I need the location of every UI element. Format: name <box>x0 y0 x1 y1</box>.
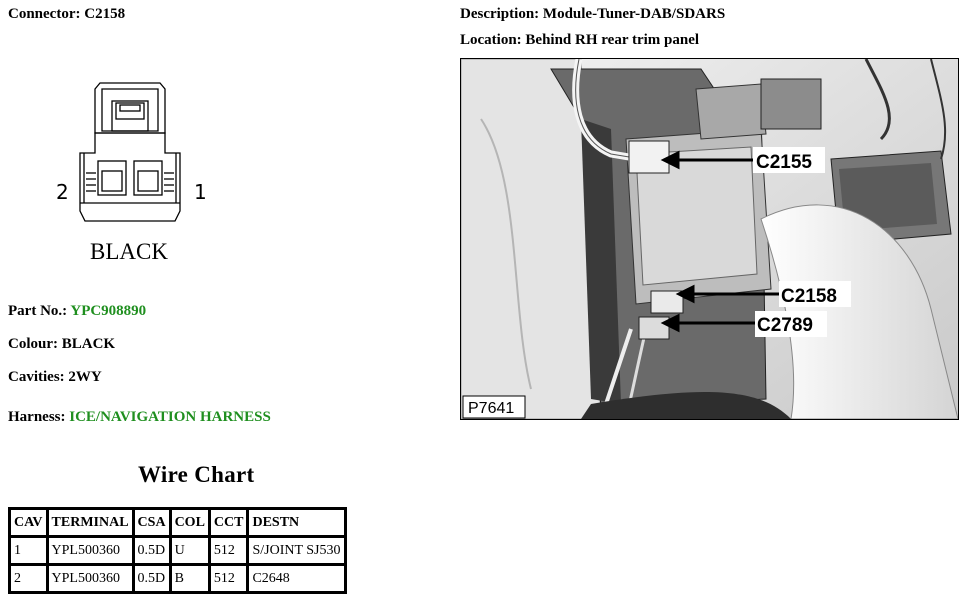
description <box>460 6 725 23</box>
location-photo-drawing <box>461 59 958 419</box>
location <box>460 32 699 49</box>
connector-diagram <box>40 75 240 275</box>
cell-destn: C2648 <box>248 565 345 593</box>
location-label: Location: <box>460 32 522 48</box>
cavities-label: Cavities: <box>8 369 65 385</box>
header-col: COL <box>170 509 209 537</box>
colour-value: BLACK <box>61 336 116 352</box>
harness-label: Harness: <box>8 409 66 425</box>
cell-cct: 512 <box>209 537 248 565</box>
part-number-label: Part No.: <box>8 303 68 319</box>
wire-chart-header-row <box>10 509 346 537</box>
callout-c2155: C2155 <box>756 152 812 173</box>
description-value: Module-Tuner-DAB/SDARS <box>542 6 726 22</box>
header-terminal: TERMINAL <box>47 509 133 537</box>
cell-csa: 0.5D <box>133 537 170 565</box>
callout-c2158: C2158 <box>781 286 837 307</box>
cavities-value: 2WY <box>68 369 102 385</box>
callout-c2789: C2789 <box>757 315 813 336</box>
cell-csa: 0.5D <box>133 565 170 593</box>
cell-terminal: YPL500360 <box>47 537 133 565</box>
description-label: Description: <box>460 6 540 22</box>
cell-col: B <box>170 565 209 593</box>
header-cav: CAV <box>10 509 48 537</box>
pin-1-label: 1 <box>194 180 207 204</box>
header-csa: CSA <box>133 509 170 537</box>
pin-2-label: 2 <box>56 180 69 204</box>
part-number <box>8 303 146 320</box>
connector-value: C2158 <box>84 6 126 22</box>
harness <box>8 409 271 426</box>
location-photo <box>460 58 959 420</box>
diagram-color-label: BLACK <box>90 239 168 264</box>
table-row <box>10 565 346 593</box>
cell-terminal: YPL500360 <box>47 565 133 593</box>
table-row <box>10 537 346 565</box>
cell-cct: 512 <box>209 565 248 593</box>
header-destn: DESTN <box>248 509 345 537</box>
harness-value[interactable]: ICE/NAVIGATION HARNESS <box>69 409 271 425</box>
connector-label: Connector: <box>8 6 81 22</box>
colour <box>8 336 115 353</box>
cell-cav: 1 <box>10 537 48 565</box>
colour-label: Colour: <box>8 336 58 352</box>
connector-id <box>8 6 125 23</box>
wire-chart-title: Wire Chart <box>138 462 255 487</box>
photo-reference: P7641 <box>468 400 515 417</box>
cell-cav: 2 <box>10 565 48 593</box>
location-value: Behind RH rear trim panel <box>525 32 700 48</box>
part-number-value[interactable]: YPC908890 <box>70 303 147 319</box>
cell-destn: S/JOINT SJ530 <box>248 537 345 565</box>
header-cct: CCT <box>209 509 248 537</box>
wire-chart-table <box>8 507 347 594</box>
cavities <box>8 369 102 386</box>
cell-col: U <box>170 537 209 565</box>
connector-face-drawing <box>40 75 240 275</box>
